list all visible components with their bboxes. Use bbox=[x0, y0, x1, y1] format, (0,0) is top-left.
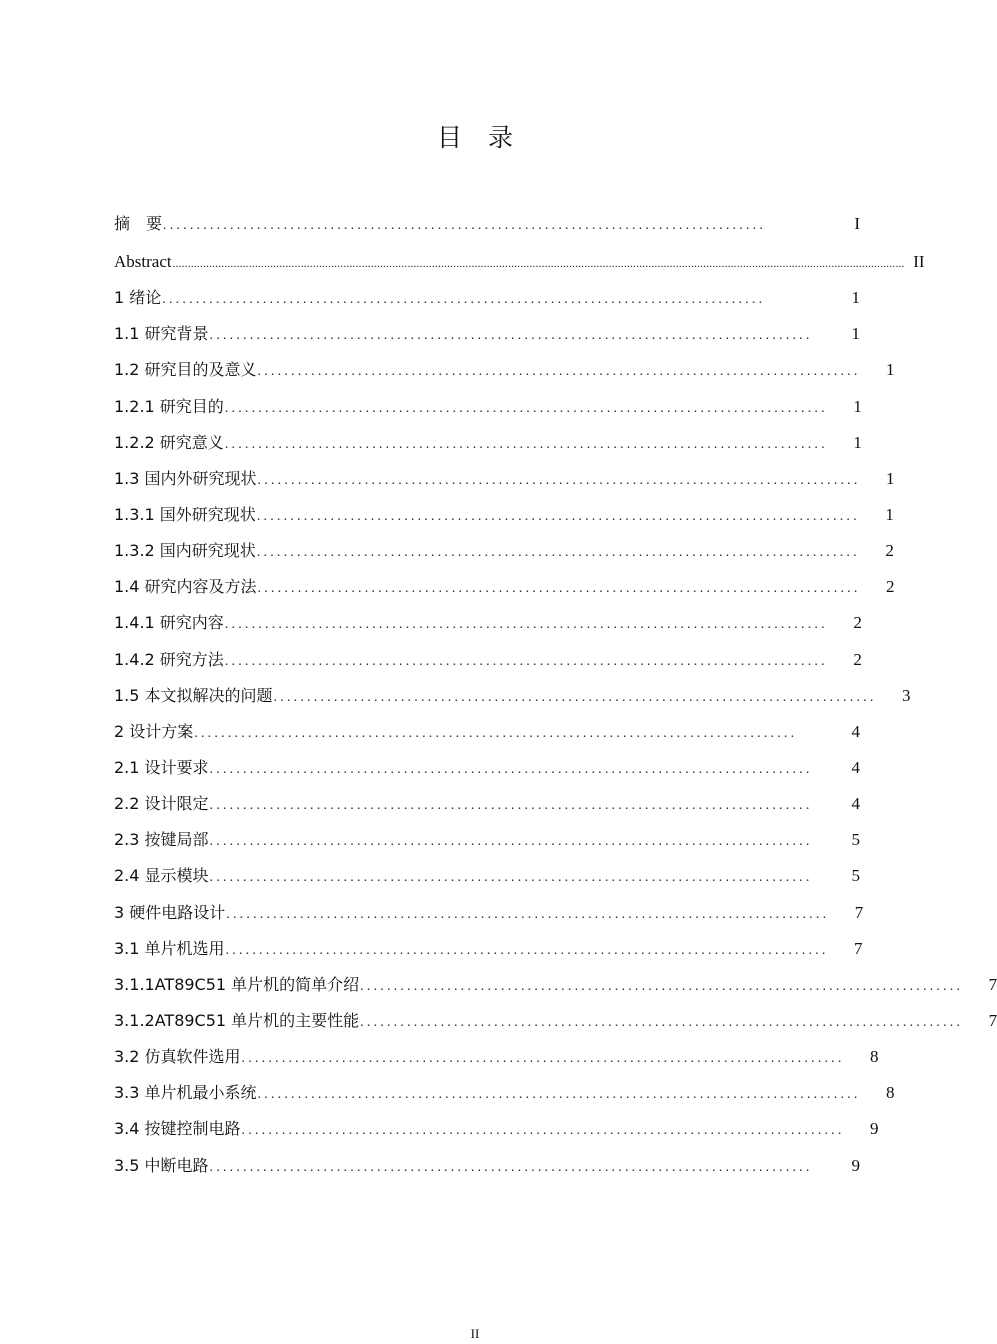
toc-leader-dots: .......................................................................................... bbox=[360, 978, 964, 994]
toc-entry-1-2-1[interactable] bbox=[114, 393, 860, 429]
toc-entry-label: 3.1.2AT89C51 单片机的主要性能 bbox=[114, 1010, 360, 1030]
toc-entry-page: II bbox=[913, 252, 925, 271]
toc-entry-1-4-2[interactable] bbox=[114, 646, 860, 682]
toc-entry-page: 9 bbox=[851, 1155, 860, 1175]
toc-entry-2-1[interactable] bbox=[114, 754, 860, 790]
toc-entry-label: 1.4 研究内容及方法 bbox=[114, 577, 257, 597]
toc-leader-dots: .......................................................................................... bbox=[162, 292, 766, 308]
toc-entry-1-3-1[interactable] bbox=[114, 501, 894, 537]
toc-leader-dots: .......................................................................................... bbox=[257, 581, 861, 597]
toc-entry-page: 1 bbox=[885, 504, 894, 524]
toc-leader-dots: .......................................................................................... bbox=[209, 870, 813, 886]
toc-leader-dots: .......................................................................................... bbox=[257, 1087, 861, 1103]
toc-entry-page: 1 bbox=[886, 468, 895, 488]
toc-entry-page: 1 bbox=[853, 396, 862, 416]
toc-leader-dots: .......................................................................................... bbox=[241, 1123, 845, 1139]
toc-entry-label: 1.3.1 国外研究现状 bbox=[114, 504, 256, 524]
toc-entry-abstract-cn[interactable] bbox=[114, 210, 860, 248]
toc-entry-label: Abstract bbox=[114, 252, 172, 271]
toc-leader-dots: .......................................................................................... bbox=[209, 1159, 813, 1175]
toc-leader-dots: .......................................................................................... bbox=[224, 400, 828, 416]
toc-leader-dots: .......................................................................................... bbox=[209, 834, 813, 850]
toc-entry-label: 1.2.2 研究意义 bbox=[114, 432, 224, 452]
toc-entry-1-3-2[interactable] bbox=[114, 537, 894, 573]
toc-entry-page: 1 bbox=[853, 432, 862, 452]
toc-leader-dots: .......................................................................................... bbox=[257, 364, 861, 380]
toc-leader-dots: .......................................................................................... bbox=[256, 545, 860, 561]
toc-entry-label: 2.4 显示模块 bbox=[114, 866, 209, 886]
toc-entry-3-1-1[interactable] bbox=[114, 971, 997, 1007]
toc-leader-dots: .......................................................................................... bbox=[209, 798, 813, 814]
toc-entry-2-3[interactable] bbox=[114, 826, 860, 862]
toc-leader-dots: .......................................................................................... bbox=[225, 942, 829, 958]
toc-entry-page: 9 bbox=[870, 1119, 879, 1139]
toc-entry-page: 4 bbox=[851, 721, 860, 741]
toc-entry-chapter-2[interactable] bbox=[114, 718, 860, 754]
toc-entry-1-2-2[interactable] bbox=[114, 429, 860, 465]
toc-entry-page: 1 bbox=[851, 288, 860, 308]
toc-leader-dots: .......................................................................................... bbox=[241, 1051, 845, 1067]
toc-entry-1-1[interactable] bbox=[114, 320, 860, 356]
toc-entry-label: 1.5 本文拟解决的问题 bbox=[114, 685, 273, 705]
toc-leader-dots: .......................................................................................... bbox=[224, 653, 828, 669]
toc-entry-2-2[interactable] bbox=[114, 790, 860, 826]
toc-entry-label: 1.4.2 研究方法 bbox=[114, 649, 224, 669]
toc-entry-page: 8 bbox=[870, 1047, 879, 1067]
toc-entry-3-1-2[interactable] bbox=[114, 1007, 997, 1043]
page-title: 目录 bbox=[436, 123, 539, 152]
toc-entry-label: 2 设计方案 bbox=[114, 721, 194, 741]
toc-leader-dots: .......................................................................................... bbox=[360, 1014, 964, 1030]
toc-entry-page: 2 bbox=[853, 649, 862, 669]
toc-entry-page: 7 bbox=[854, 902, 864, 922]
toc-entry-label: 1.3 国内外研究现状 bbox=[114, 468, 257, 488]
toc-entry-label: 1.4.1 研究内容 bbox=[114, 613, 224, 633]
toc-entry-page: 1 bbox=[851, 324, 860, 344]
toc-leader-dots: .......................................................................................... bbox=[163, 218, 767, 233]
toc-entry-page: 4 bbox=[851, 757, 860, 777]
toc-entry-3-2[interactable] bbox=[114, 1043, 879, 1079]
toc-leader-dots: .......................................................................................... bbox=[256, 508, 860, 524]
toc-entry-2-4[interactable] bbox=[114, 862, 860, 898]
toc-entry-label: 3.2 仿真软件选用 bbox=[114, 1047, 241, 1067]
toc-entry-label: 1.1 研究背景 bbox=[114, 324, 209, 344]
toc-entry-3-5[interactable] bbox=[114, 1152, 860, 1188]
toc-leader-dots: .......................................................................................... bbox=[273, 689, 877, 705]
toc-entry-label: 1.3.2 国内研究现状 bbox=[114, 541, 256, 561]
toc-entry-label: 2.1 设计要求 bbox=[114, 757, 209, 777]
toc-entry-1-2[interactable] bbox=[114, 356, 895, 392]
toc-entry-label: 3.1 单片机选用 bbox=[114, 938, 225, 958]
toc-entry-label: 3.1.1AT89C51 单片机的简单介绍 bbox=[114, 974, 360, 994]
toc-entry-page: 8 bbox=[886, 1083, 895, 1103]
toc-leader-dots: .......................................................................................... bbox=[209, 761, 813, 777]
toc-entry-page: 5 bbox=[851, 866, 860, 886]
toc-entry-label: 摘 要 bbox=[114, 214, 163, 233]
toc-entry-abstract-en[interactable] bbox=[114, 248, 925, 284]
toc-entry-page: I bbox=[854, 214, 860, 233]
toc-entry-page: 5 bbox=[851, 830, 860, 850]
toc-entry-page: 2 bbox=[853, 613, 862, 633]
toc-entry-3-1[interactable] bbox=[114, 935, 863, 971]
toc-leader-dots: ................................................................................................................................................................................................................................................ bbox=[172, 258, 905, 270]
toc-entry-page: 1 bbox=[886, 360, 895, 380]
toc-leader-dots: .......................................................................................... bbox=[226, 906, 830, 922]
toc-entry-page: 7 bbox=[988, 1010, 997, 1030]
toc-entry-3-4[interactable] bbox=[114, 1115, 879, 1151]
toc-entry-page: 2 bbox=[885, 541, 894, 561]
toc-entry-label: 3 硬件电路设计 bbox=[114, 902, 226, 922]
table-of-contents bbox=[114, 210, 997, 1188]
toc-entry-chapter-1[interactable] bbox=[114, 284, 860, 320]
toc-entry-label: 1 绪论 bbox=[114, 288, 162, 308]
toc-entry-1-5[interactable] bbox=[114, 682, 911, 718]
toc-leader-dots: .......................................................................................... bbox=[224, 617, 828, 633]
footer-page-number: II bbox=[470, 1326, 480, 1341]
toc-entry-page: 7 bbox=[854, 938, 863, 958]
toc-leader-dots: .......................................................................................... bbox=[257, 472, 861, 488]
toc-entry-label: 3.5 中断电路 bbox=[114, 1155, 209, 1175]
toc-entry-page: 3 bbox=[902, 685, 911, 705]
toc-leader-dots: .......................................................................................... bbox=[194, 725, 798, 741]
toc-entry-label: 2.2 设计限定 bbox=[114, 794, 209, 814]
toc-entry-page: 7 bbox=[988, 974, 997, 994]
toc-leader-dots: .......................................................................................... bbox=[209, 328, 813, 344]
toc-entry-1-4[interactable] bbox=[114, 573, 895, 609]
toc-entry-label: 2.3 按键局部 bbox=[114, 830, 209, 850]
toc-leader-dots: .......................................................................................... bbox=[224, 436, 828, 452]
toc-entry-label: 1.2.1 研究目的 bbox=[114, 396, 224, 416]
toc-entry-label: 1.2 研究目的及意义 bbox=[114, 360, 257, 380]
toc-entry-page: 4 bbox=[851, 794, 860, 814]
toc-entry-3-3[interactable] bbox=[114, 1079, 895, 1115]
toc-entry-label: 3.3 单片机最小系统 bbox=[114, 1083, 257, 1103]
toc-entry-chapter-3[interactable] bbox=[114, 899, 864, 935]
toc-entry-page: 2 bbox=[886, 577, 895, 597]
toc-entry-label: 3.4 按键控制电路 bbox=[114, 1119, 241, 1139]
toc-entry-1-3[interactable] bbox=[114, 465, 895, 501]
toc-entry-1-4-1[interactable] bbox=[114, 609, 860, 645]
